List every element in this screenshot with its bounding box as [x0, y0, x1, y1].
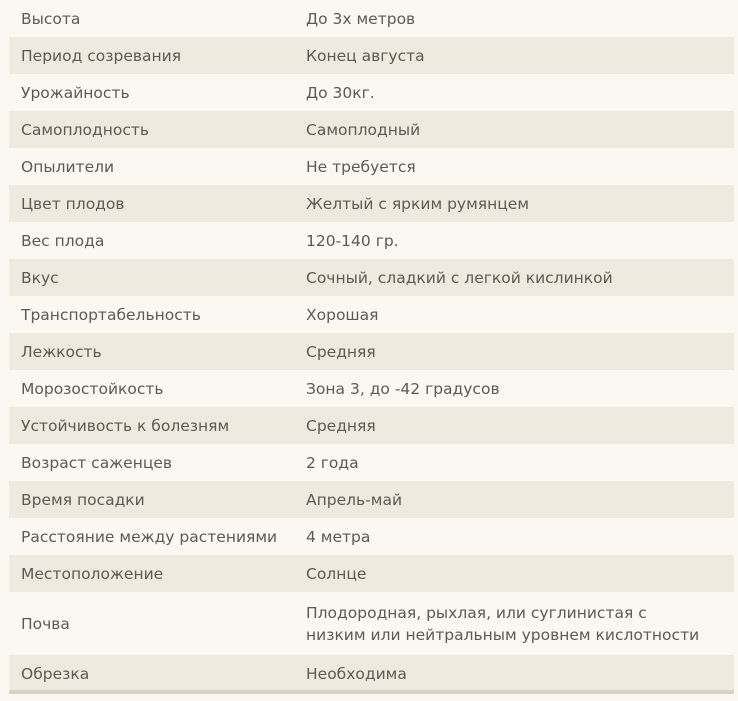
spec-row-shelf-life — [9, 333, 734, 370]
spec-label: Расстояние между растениями — [21, 527, 278, 546]
spec-row-planting-time — [9, 481, 734, 518]
spec-label: Урожайность — [21, 83, 130, 102]
spec-row-height — [9, 0, 734, 37]
spec-label: Местоположение — [21, 564, 164, 583]
spec-value: Средняя — [306, 416, 376, 435]
spec-value: Сочный, сладкий с легкой кислинкой — [306, 268, 613, 287]
spec-value: 4 метра — [306, 527, 371, 546]
spec-label: Вес плода — [21, 231, 105, 250]
spec-row-yield — [9, 74, 734, 111]
spec-label: Время посадки — [21, 490, 145, 509]
spec-value: Самоплодный — [306, 120, 421, 139]
spec-row-frost-resistance — [9, 370, 734, 407]
spec-value: Конец августа — [306, 46, 425, 65]
spec-value: 120-140 гр. — [306, 231, 399, 250]
spec-row-seedling-age — [9, 444, 734, 481]
spec-label: Почва — [21, 614, 70, 633]
spec-row-ripening-period — [9, 37, 734, 74]
spec-value: До 30кг. — [306, 83, 375, 102]
spec-value: До 3х метров — [306, 9, 416, 28]
spec-row-soil — [9, 592, 734, 655]
spec-label: Устойчивость к болезням — [21, 416, 230, 435]
spec-value: Солнце — [306, 564, 367, 583]
spec-row-taste — [9, 259, 734, 296]
spec-value: Необходима — [306, 664, 407, 683]
spec-value: Апрель-май — [306, 490, 403, 509]
table-bottom-border — [9, 690, 734, 694]
spec-row-plant-spacing — [9, 518, 734, 555]
spec-label: Высота — [21, 9, 81, 28]
specs-table — [9, 0, 734, 692]
spec-value: Плодородная, рыхлая, или суглинистая с низким или нейтральным уровнем кислотности — [306, 603, 700, 644]
spec-row-transportability — [9, 296, 734, 333]
spec-value: Средняя — [306, 342, 376, 361]
spec-label: Возраст саженцев — [21, 453, 173, 472]
spec-label: Лежкость — [21, 342, 102, 361]
spec-label: Самоплодность — [21, 120, 150, 139]
spec-value: Хорошая — [306, 305, 379, 324]
spec-label: Вкус — [21, 268, 59, 287]
spec-value: 2 года — [306, 453, 359, 472]
spec-row-pollinators — [9, 148, 734, 185]
spec-row-disease-resistance — [9, 407, 734, 444]
spec-label: Цвет плодов — [21, 194, 125, 213]
spec-row-self-fertility — [9, 111, 734, 148]
spec-row-fruit-weight — [9, 222, 734, 259]
spec-row-pruning — [9, 655, 734, 692]
spec-row-fruit-color — [9, 185, 734, 222]
spec-label: Транспортабельность — [21, 305, 201, 324]
spec-value: Желтый с ярким румянцем — [306, 194, 530, 213]
spec-value: Не требуется — [306, 157, 416, 176]
spec-label: Опылители — [21, 157, 115, 176]
spec-label: Период созревания — [21, 46, 182, 65]
spec-label: Морозостойкость — [21, 379, 164, 398]
spec-row-location — [9, 555, 734, 592]
spec-label: Обрезка — [21, 664, 90, 683]
spec-value: Зона 3, до -42 градусов — [306, 379, 500, 398]
